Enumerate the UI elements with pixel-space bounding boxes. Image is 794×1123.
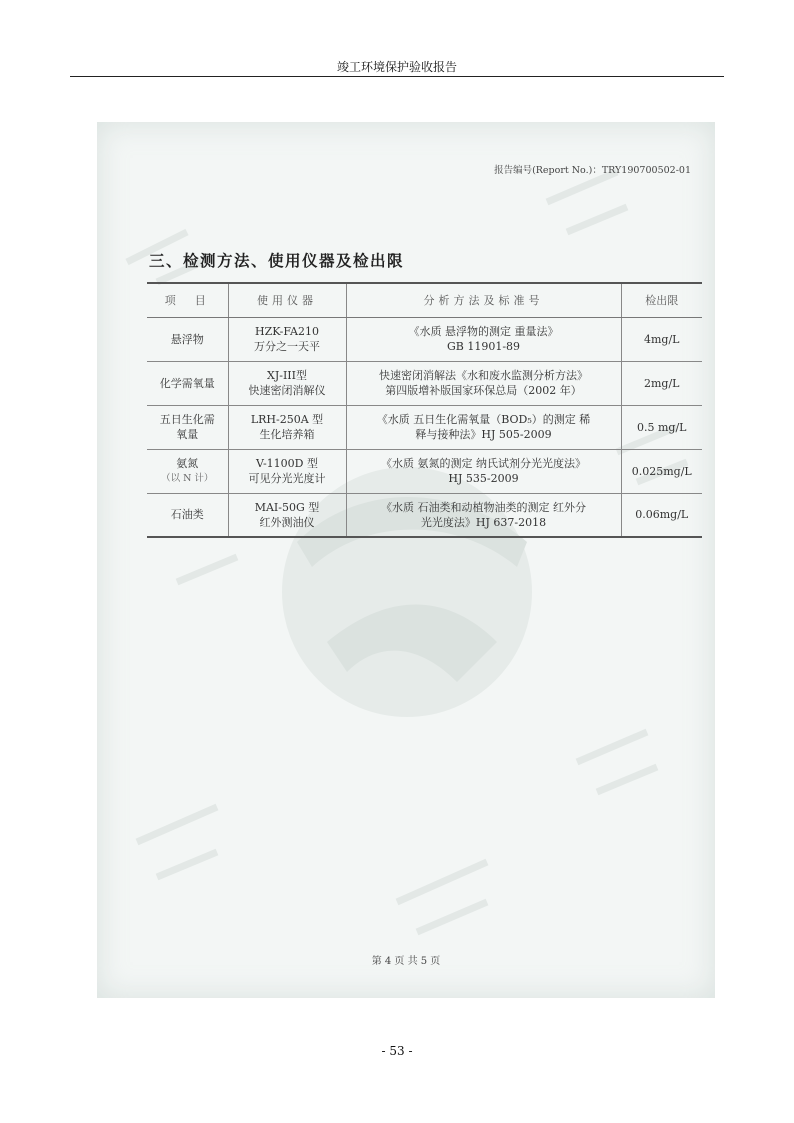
column-header-item: 项 目: [147, 283, 228, 317]
column-header-instrument: 使用仪器: [228, 283, 346, 317]
table-row: [147, 449, 702, 493]
method-line-2: 光光度法》HJ 637-2018: [420, 515, 547, 529]
item-name: 氨氮: [176, 457, 199, 470]
item-cell: [147, 493, 228, 537]
instrument-cell: [228, 449, 346, 493]
method-line-1: 《水质 氨氮的测定 纳氏试剂分光光度法》: [381, 457, 586, 470]
instrument-name: 万分之一天平: [254, 340, 320, 353]
item-cell: [147, 449, 228, 493]
item-name: 石油类: [170, 508, 204, 522]
item-name: 化学需氧量: [159, 376, 215, 390]
header-divider: [70, 76, 724, 77]
instrument-name: 生化培养箱: [259, 428, 315, 441]
method-line-1: 《水质 悬浮物的测定 重量法》: [408, 325, 559, 338]
detection-limit-cell: 4mg/L: [621, 317, 702, 361]
method-line-2: HJ 535-2009: [448, 472, 519, 485]
table-row: [147, 361, 702, 405]
table-header-row: [147, 283, 702, 317]
instrument-model: XJ-III型: [267, 369, 307, 382]
instrument-model: LRH-250A 型: [250, 413, 324, 426]
instrument-model: MAI-50G 型: [254, 500, 320, 514]
item-cell: [147, 361, 228, 405]
item-name: 五日生化需: [159, 413, 215, 426]
item-cell: [147, 317, 228, 361]
method-line-2: 释与接种法》HJ 505-2009: [415, 428, 552, 441]
detection-limit-cell: 0.025mg/L: [621, 449, 702, 493]
scan-page-count: 第 4 页 共 5 页: [371, 956, 441, 967]
method-cell: [346, 317, 621, 361]
instrument-model: HZK-FA210: [255, 325, 319, 338]
instrument-cell: [228, 361, 346, 405]
report-number: 报告编号(Report No.)：TRY190700502-01: [494, 165, 691, 176]
instrument-cell: [228, 317, 346, 361]
section-title: 三、检测方法、使用仪器及检出限: [149, 252, 405, 270]
detection-limit-cell: 2mg/L: [621, 361, 702, 405]
method-line-1: 快速密闭消解法《水和废水监测分析方法》: [379, 369, 588, 382]
method-cell: [346, 493, 621, 537]
method-line-2: 第四版增补版国家环保总局（2002 年）: [385, 384, 582, 397]
detection-method-table: [147, 282, 702, 538]
scanned-report-page: [97, 122, 715, 998]
method-line-1: 《水质 五日生化需氧量（BOD₅）的测定 稀: [376, 413, 591, 426]
instrument-name: 可见分光光度计: [248, 472, 326, 485]
table-row: [147, 493, 702, 537]
detection-limit-cell: 0.06mg/L: [621, 493, 702, 537]
document-header: 竣工环境保护验收报告: [336, 60, 457, 74]
method-line-1: 《水质 石油类和动植物油类的测定 红外分: [381, 500, 586, 514]
column-header-detection-limit: 检出限: [621, 283, 702, 317]
instrument-name: 红外测油仪: [259, 515, 315, 529]
instrument-cell: [228, 405, 346, 449]
instrument-cell: [228, 493, 346, 537]
method-cell: [346, 449, 621, 493]
detection-limit-cell: 0.5 mg/L: [621, 405, 702, 449]
method-cell: [346, 361, 621, 405]
method-cell: [346, 405, 621, 449]
method-line-2: GB 11901-89: [446, 340, 521, 353]
table-row: [147, 405, 702, 449]
item-unit-note: （以 N 计）: [161, 473, 214, 484]
column-header-method: 分析方法及标准号: [346, 283, 621, 317]
table-row: [147, 317, 702, 361]
instrument-model: V-1100D 型: [256, 457, 318, 470]
instrument-name: 快速密闭消解仪: [248, 384, 326, 397]
page-number: - 53 -: [381, 1044, 413, 1058]
item-name-continued: 氧量: [176, 428, 199, 441]
item-name: 悬浮物: [170, 332, 204, 346]
item-cell: [147, 405, 228, 449]
